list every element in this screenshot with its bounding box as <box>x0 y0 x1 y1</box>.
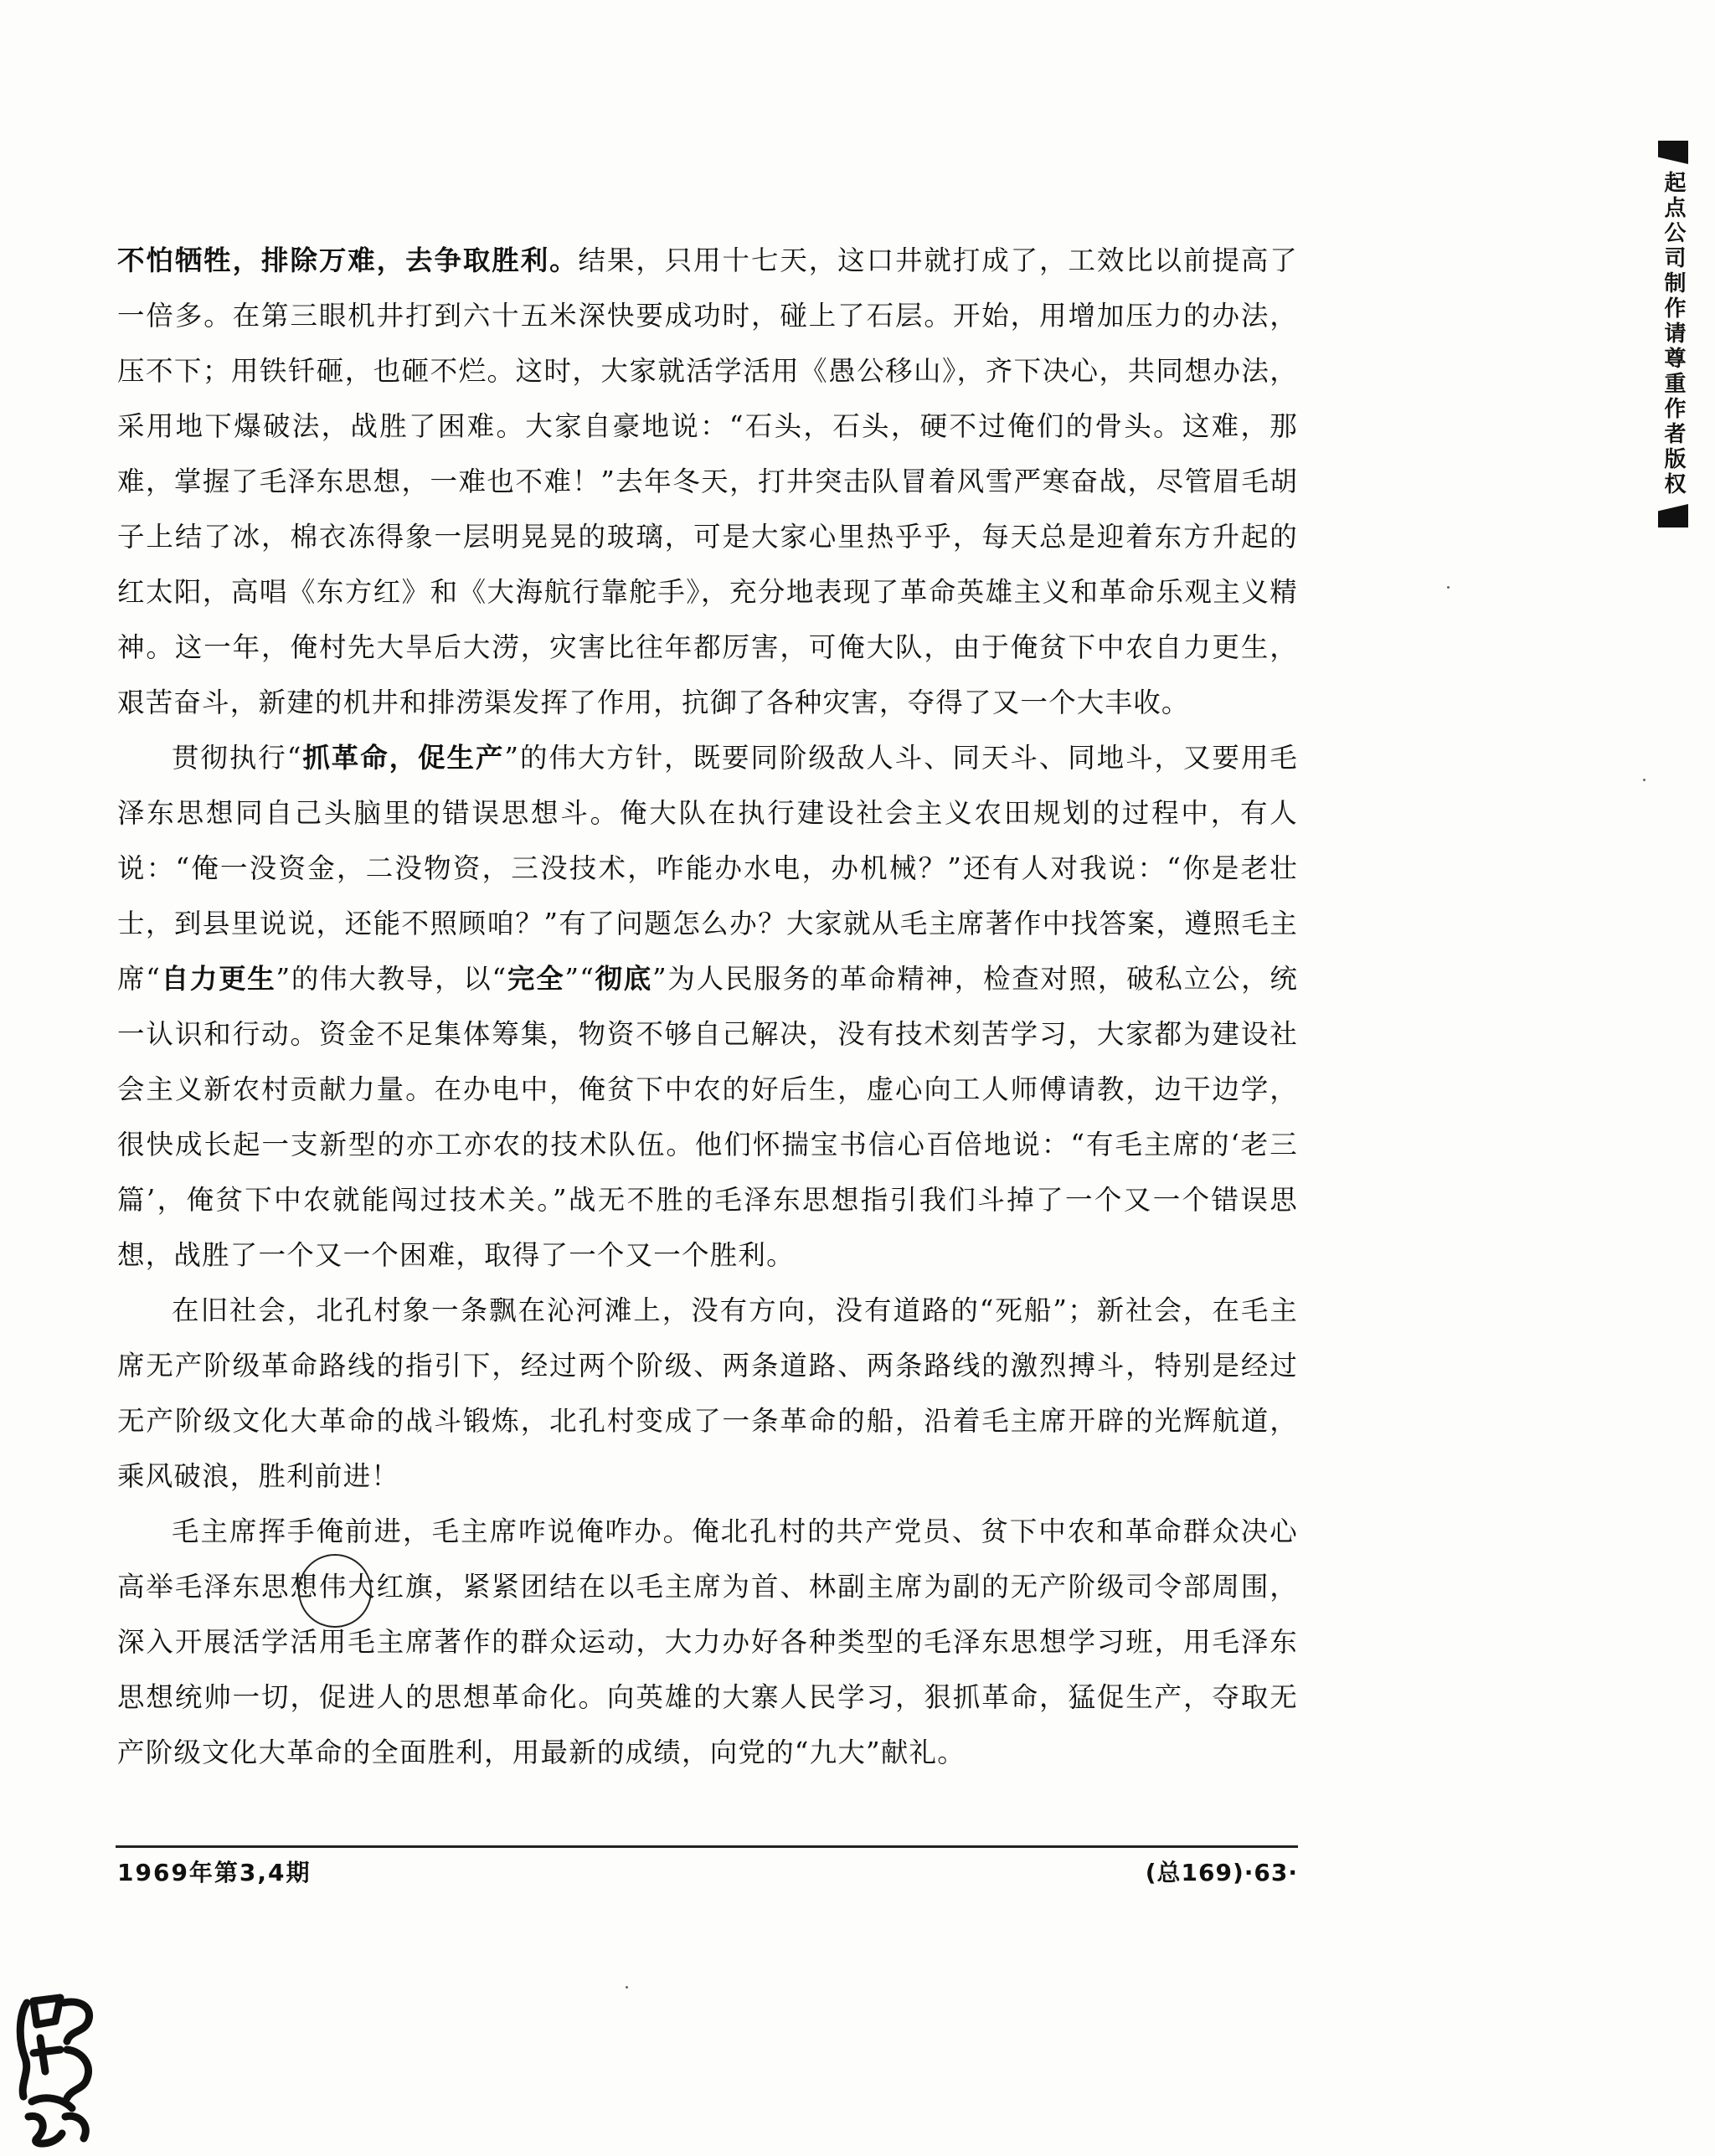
bold-phrase: 完全 <box>507 963 565 995</box>
side-note-top-marker <box>1658 141 1688 164</box>
bold-phrase: 抓革命，促生产 <box>301 742 505 774</box>
paragraph-1 <box>117 233 1298 730</box>
paragraph-2 <box>117 730 1298 1283</box>
scan-speck <box>1643 779 1645 781</box>
paragraph-3: 在旧社会，北孔村象一条飘在沁河滩上，没有方向，没有道路的“死船”；新社会，在毛主席无产阶级革命路线的指引下，经过两个阶级、两条道路、两条路线的激烈搏斗，特别是经过无产阶级文化大革命的战斗锻炼，北孔村变成了一条革命的船，沿着毛主席开辟的光辉航道，乘风破浪，胜利前进！ <box>117 1294 1298 1492</box>
side-note-bottom-marker <box>1658 504 1688 527</box>
footer-divider <box>116 1845 1298 1848</box>
paragraph-1-text: 结果，只用十七天，这口井就打成了，工效比以前提高了一倍多。在第三眼机井打到六十五米深快要成功时，碰上了石层。开始，用增加压力的办法，压不下；用铁钎砸，也砸不烂。这时，大家就活学活用《愚公移山》，齐下决心，共同想办法，采用地下爆破法，战胜了困难。大家自豪地说：“石头，石头，硬不过俺们的骨头。这难，那难，掌握了毛泽东思想，一难也不难！”去年冬天，打井突击队冒着风雪严寒奋战，尽管眉毛胡子上结了冰，棉衣冻得象一层明晃晃的玻璃，可是大家心里热乎乎，每天总是迎着东方升起的红太阳，高唱《东方红》和《大海航行靠舵手》，充分地表现了革命英雄主义和革命乐观主义精神。这一年，俺村先大旱后大涝，灾害比往年都厉害，可俺大队，由于俺贫下中农自力更生，艰苦奋斗，新建的机井和排涝渠发挥了作用，抗御了各种灾害，夺得了又一个大丰收。 <box>117 244 1298 718</box>
paragraph-2-text: 贯彻执行“ <box>172 742 302 774</box>
page-number: (总169)·63· <box>1145 1859 1298 1886</box>
side-note-text: 起点公司制作请尊重作者版权 <box>1661 171 1686 497</box>
bold-phrase: 自力更生 <box>161 963 276 995</box>
bold-phrase: 不怕牺牲，排除万难，去争取胜利。 <box>117 244 579 276</box>
copyright-side-note <box>1654 141 1692 527</box>
issue-label: 1969年第3,4期 <box>117 1859 312 1886</box>
bold-phrase: 彻底 <box>595 963 653 995</box>
seal-stamp-icon <box>12 1991 104 2150</box>
paragraph-4: 毛主席挥手俺前进，毛主席咋说俺咋办。俺北孔村的共产党员、贫下中农和革命群众决心高举毛泽东思想伟大红旗，紧紧团结在以毛主席为首、林副主席为副的无产阶级司令部周围，深入开展活学活用毛主席著作的群众运动，大力办好各种类型的毛泽东思想学习班，用毛泽东思想统帅一切，促进人的思想革命化。向英雄的大寨人民学习，狠抓革命，猛促生产，夺取无产阶级文化大革命的全面胜利，用最新的成绩，向党的“九大”献礼。 <box>117 1515 1298 1768</box>
article-body <box>117 233 1298 1780</box>
paragraph-2-text: ”的伟大教导，以“ <box>276 963 507 995</box>
scan-speck <box>1447 586 1450 589</box>
scan-speck <box>626 1986 628 1989</box>
paragraph-2-text: ”的伟大方针，既要同阶级敌人斗、同天斗、同地斗，又要用毛泽东思想同自己头脑里的错误思想斗。俺大队在执行建设社会主义农田规划的过程中，有人说：“俺一没资金，二没物资，三没技术，咋能办水电，办机械？”还有人对我说：“你是老壮士，到县里说说，还能不照顾咱？”有了问题怎么办？大家就从毛主席著作中找答案，遵照毛主席“ <box>117 742 1299 995</box>
ink-circle-mark <box>298 1554 372 1628</box>
paragraph-2-text: ”“ <box>564 963 595 995</box>
paragraph-2-text: ”为人民服务的革命精神，检查对照，破私立公，统一认识和行动。资金不足集体筹集，物资不够自己解决，没有技术刻苦学习，大家都为建设社会主义新农村贡献力量。在办电中，俺贫下中农的好后生，虚心向工人师傅请教，边干边学，很快成长起一支新型的亦工亦农的技术队伍。他们怀揣宝书信心百倍地说：“有毛主席的‘老三篇’，俺贫下中农就能闯过技术关。”战无不胜的毛泽东思想指引我们斗掉了一个又一个错误思想，战胜了一个又一个困难，取得了一个又一个胜利。 <box>117 963 1299 1271</box>
